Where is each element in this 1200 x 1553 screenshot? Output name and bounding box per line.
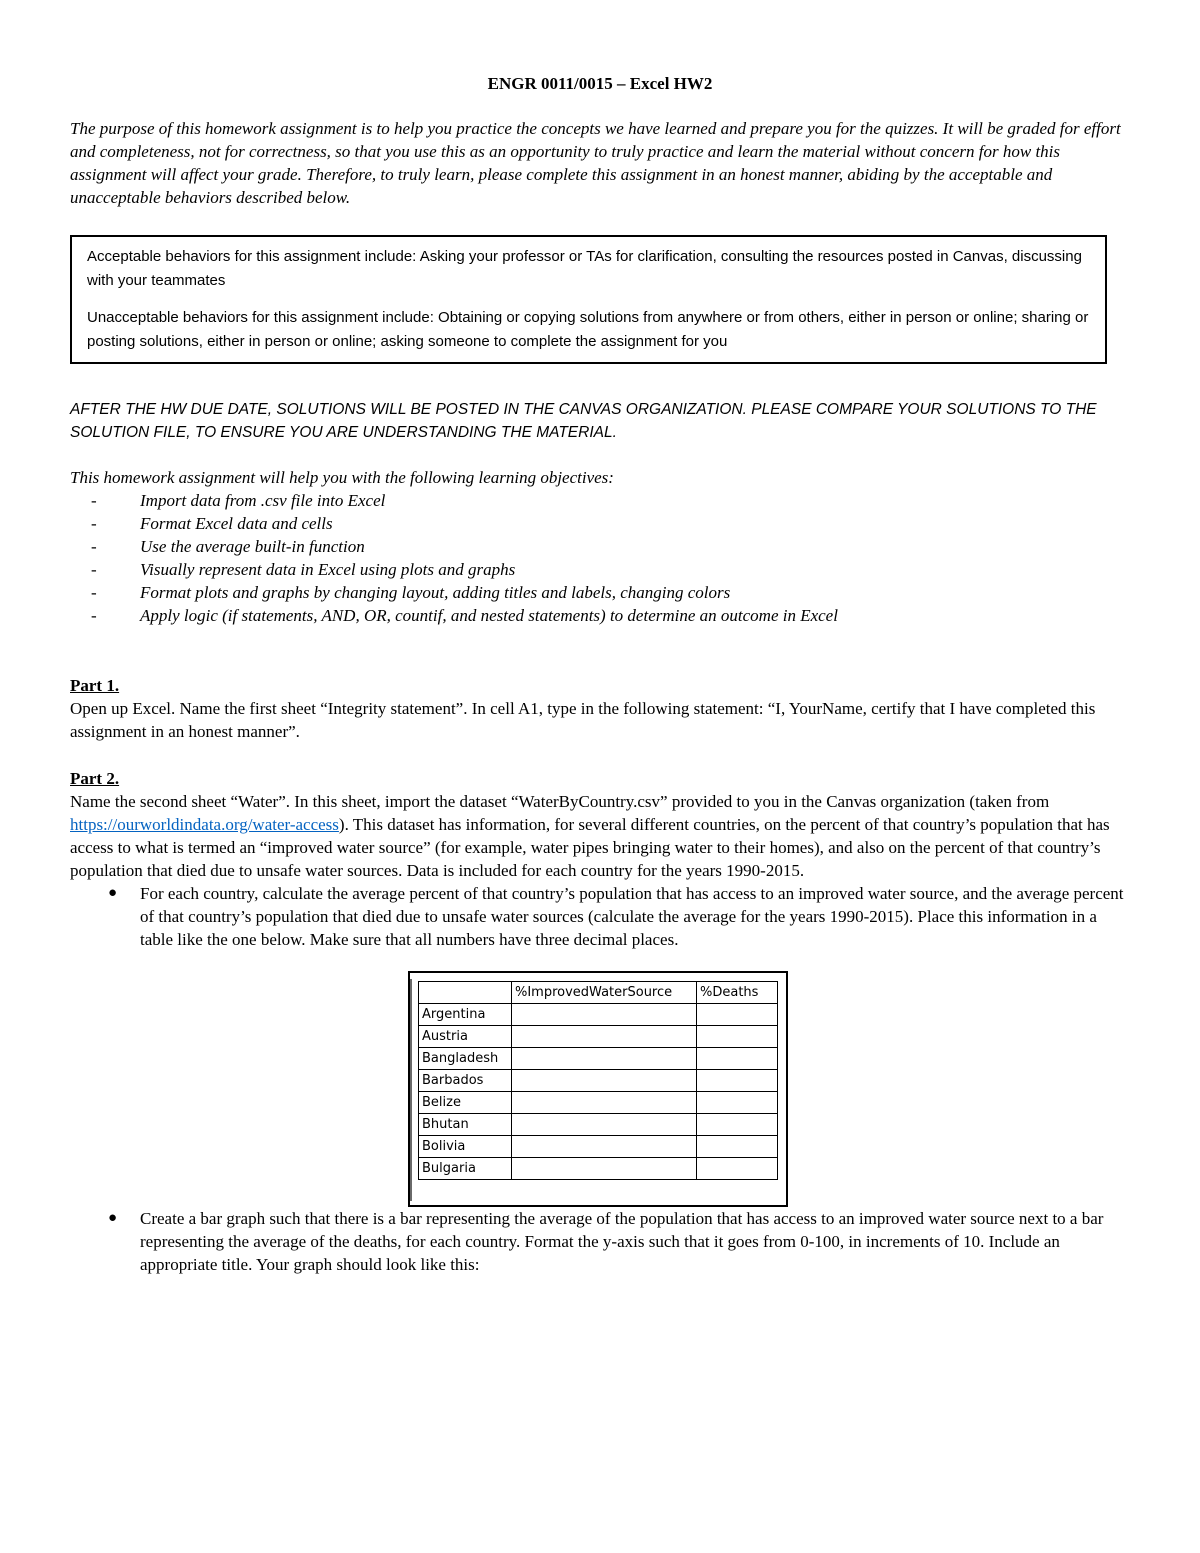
dash-marker: - [91, 606, 97, 625]
objective-item: - Visually represent data in Excel using plots and graphs [91, 560, 516, 579]
table-row [419, 1004, 778, 1026]
table-row [419, 1026, 778, 1048]
country-cell: Bolivia [419, 1136, 512, 1158]
table-row [419, 1070, 778, 1092]
solutions-notice: AFTER THE HW DUE DATE, SOLUTIONS WILL BE POSTED IN THE CANVAS ORGANIZATION. PLEASE COMPARE YOUR SOLUTIONS TO THE SOLUTION FILE, TO ENSURE YOU ARE UNDERSTANDING THE MATERIAL. [70, 401, 1097, 441]
document-title: ENGR 0011/0015 – Excel HW2 [487, 74, 713, 93]
part2-bullets [70, 882, 1130, 951]
dash-marker: - [91, 514, 97, 533]
table-row [419, 1114, 778, 1136]
part2-text: Name the second sheet “Water”. In this sheet, import the dataset “WaterByCountry.csv” provided to you in the Canvas organization (taken from https://ourworldindata.org/water-access). This dataset has information, for several different countries, on the percent of that country’s population that has access to what is termed an “improved water source” (for example, water pipes bringing water to their homes), and also on the percent of that country’s population that died due to unsafe water sources. Data is included for each country for the years 1990-2015. [70, 792, 1110, 880]
table-row [419, 1136, 778, 1158]
table-header-row [419, 982, 778, 1004]
bullet-item-graph: ● Create a bar graph such that there is a bar representing the average of the population that has access to an improved water source next to a bar representing the average of the deaths, for each country. Format the y-axis such that it goes from 0-100, in increments of 10. Include an appropriate title. Your graph should look like this: [108, 1209, 1104, 1274]
table-header-cell [419, 982, 512, 1004]
dash-marker: - [91, 491, 97, 510]
sheet-edge [410, 979, 412, 1201]
country-cell: Bhutan [419, 1114, 512, 1136]
objective-item: - Apply logic (if statements, AND, OR, countif, and nested statements) to determine an outcome in Excel [91, 606, 838, 625]
table-row [419, 1158, 778, 1180]
bullet-dot-icon: ● [108, 885, 118, 901]
dash-marker: - [91, 537, 97, 556]
table-header-cell: %Deaths [697, 982, 778, 1004]
country-cell: Bulgaria [419, 1158, 512, 1180]
country-cell: Belize [419, 1092, 512, 1114]
table-row [419, 1048, 778, 1070]
objective-item: - Format Excel data and cells [91, 514, 333, 533]
example-table-image [408, 971, 788, 1207]
country-cell: Austria [419, 1026, 512, 1048]
objective-item: - Import data from .csv file into Excel [91, 491, 386, 510]
country-cell: Argentina [419, 1004, 512, 1026]
objective-item: - Format plots and graphs by changing layout, adding titles and labels, changing colors [91, 583, 731, 602]
objective-item: - Use the average built-in function [91, 537, 365, 556]
example-table [418, 981, 778, 1180]
country-cell: Bangladesh [419, 1048, 512, 1070]
part2-heading: Part 2. [70, 769, 120, 788]
intro-paragraph: The purpose of this homework assignment is to help you practice the concepts we have learned and prepare you for the quizzes. It will be graded for effort and completeness, not for correctness, so that you use this as an opportunity to truly practice and learn the material without concern for how this assignment will affect your grade. Therefore, to truly learn, please complete this assignment in an honest manner, abiding by the acceptable and unacceptable behaviors described below. [70, 119, 1121, 207]
unacceptable-behaviors: Unacceptable behaviors for this assignment include: Obtaining or copying solutions from anywhere or from others, either in person or online; sharing or posting solutions, either in person or online; asking someone to complete the assignment for you [87, 309, 1089, 350]
part2-bullets-graph [70, 1207, 1130, 1276]
objectives-intro: This homework assignment will help you with the following learning objectives: [70, 468, 614, 487]
objectives-list [70, 489, 1130, 627]
country-cell: Barbados [419, 1070, 512, 1092]
water-access-link[interactable]: https://ourworldindata.org/water-access [70, 815, 339, 834]
table-header-cell: %ImprovedWaterSource [512, 982, 697, 1004]
bullet-item-average: ● For each country, calculate the average percent of that country’s population that has access to an improved water source, and the average percent of that country’s population that died due to unsafe water sources (calculate the average for the years 1990-2015). Place this information in a table like the one below. Make sure that all numbers have three decimal places. [108, 884, 1124, 949]
table-row [419, 1092, 778, 1114]
dash-marker: - [91, 583, 97, 602]
document-page [70, 70, 1130, 1276]
part1-heading: Part 1. [70, 676, 120, 695]
part1-text: Open up Excel. Name the first sheet “Integrity statement”. In cell A1, type in the following statement: “I, YourName, certify that I have completed this assignment in an honest manner”. [70, 699, 1096, 741]
bullet-dot-icon: ● [108, 1210, 118, 1226]
dash-marker: - [91, 560, 97, 579]
acceptable-behaviors: Acceptable behaviors for this assignment include: Asking your professor or TAs for clarification, consulting the resources posted in Canvas, discussing with your teammates [87, 248, 1082, 289]
behaviors-box [70, 235, 1107, 364]
